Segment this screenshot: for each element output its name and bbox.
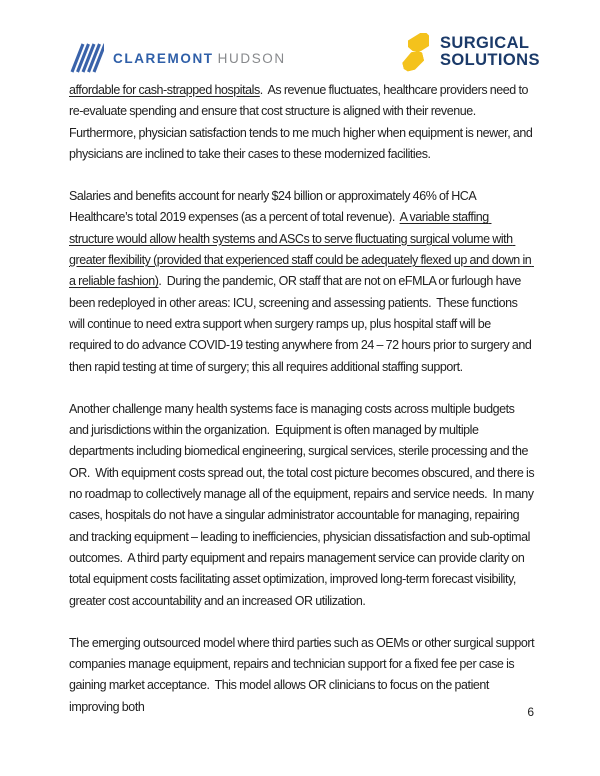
body-text: Another challenge many health systems face is managing costs across multiple budgets and jurisdictions within the organization. Equipment is often managed by multiple departments including biomedical engineering, surgical services, sterile processing and the OR. With equipment costs spread out, the total cost picture becomes obscured, and there is no roadmap to collectively manage all of the equipment, repairs and service needs. In many cases, hospitals do not have a singular administrator accountable for managing, repairing and tracking equipment – leading to inefficiencies, physician dissatisfaction and sub-optimal outcomes. A third party equipment and repairs management service can provide clarity on total equipment costs facilitating asset optimization, improved long-term forecast visibility, greater cost accountability and an increased OR utilization. — [69, 401, 537, 608]
underlined-text: affordable for cash-strapped hospitals — [69, 83, 260, 97]
body-text: . As revenue fluctuates, healthcare providers need to re-evaluate spending and ensure that cost structure is aligned with their revenue. Furthermore, physician satisfaction tends to me much higher when equipment is newer, and physicians are inclined to take their cases to these modernized facilities. — [69, 83, 536, 161]
paragraph-1 — [69, 80, 535, 165]
claremont-text: CLAREMONT — [113, 50, 214, 66]
surgical-solutions-wordmark — [440, 35, 540, 69]
diagonal-stripes-icon — [70, 43, 104, 73]
body-text: . During the pandemic, OR staff that are not on eFMLA or furlough have been redeployed in other areas: ICU, screening and assessing patients. These functions will continue to need extra support when surgery ramps up, plus hospital staff will be required to do advance COVID-19 testing anywhere from 24 – 72 hours prior to surgery and then rapid testing at time of surgery; this all requires additional staffing support. — [69, 274, 535, 374]
paragraph-2 — [69, 186, 535, 378]
claremont-hudson-wordmark — [113, 51, 286, 66]
page-number: 6 — [527, 705, 534, 719]
body-text: Salaries and benefits account for nearly $24 billion or approximately 46% of HCA Healthcare’s total 2019 expenses (as a percent of total revenue). — [69, 189, 479, 225]
surgical-solutions-logo — [401, 31, 540, 73]
paragraph-4 — [69, 633, 535, 718]
claremont-hudson-logo — [70, 43, 286, 73]
surgical-text: SURGICAL — [440, 34, 530, 52]
solutions-text: SOLUTIONS — [440, 51, 540, 69]
surgical-solutions-mark-icon — [401, 31, 431, 73]
paragraph-3 — [69, 399, 535, 612]
document-body — [69, 80, 535, 739]
hudson-text: HUDSON — [217, 50, 286, 66]
body-text: The emerging outsourced model where third parties such as OEMs or other surgical support companies manage equipment, repairs and technician support for a fixed fee per case is gaining market acceptance. This model allows OR clinicians to focus on the patient improving both — [69, 635, 537, 714]
underlined-text: A variable staffing structure would allow health systems and ASCs to serve fluctuating surgical volume with greater flexibility (provided that experienced staff could be adequately flexed up and down in a reliable fashion) — [69, 210, 534, 289]
